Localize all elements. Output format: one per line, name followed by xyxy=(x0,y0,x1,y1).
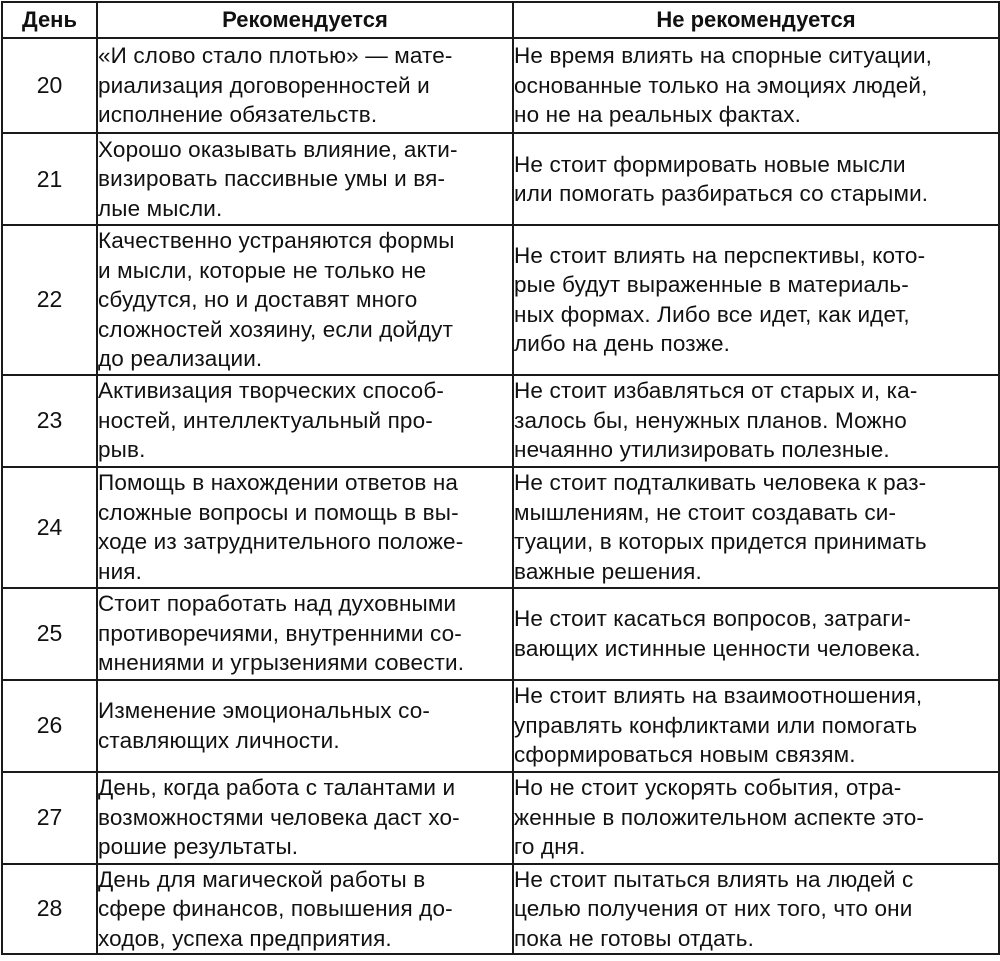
table-row xyxy=(2,225,999,375)
text-line: ния. xyxy=(98,558,143,584)
text-line: сформироваться новым связям. xyxy=(514,742,856,768)
recommended-cell xyxy=(97,467,513,588)
text-line: Но не стоит ускорять события, отра- xyxy=(514,775,902,801)
day-number: 27 xyxy=(2,772,97,864)
text-line: ставляющих личности. xyxy=(98,727,340,753)
text-line: залось бы, ненужных планов. Можно xyxy=(514,407,907,433)
text-line: сложные вопросы и помощь в вы- xyxy=(98,499,459,525)
recommendations-table xyxy=(1,1,1000,955)
text-line: Не стоит пытаться влиять на людей с xyxy=(514,866,914,892)
recommended-cell xyxy=(97,38,513,133)
text-line: но не на реальных фактах. xyxy=(514,102,801,128)
header-day: День xyxy=(2,2,97,38)
not-recommended-cell xyxy=(513,588,999,680)
table-row xyxy=(2,680,999,772)
not-recommended-cell xyxy=(513,133,999,225)
day-number: 26 xyxy=(2,680,97,772)
text-line: Хорошо оказывать влияние, акти- xyxy=(98,136,458,162)
text-line: Не стоит формировать новые мысли xyxy=(514,151,906,177)
text-line: лые мысли. xyxy=(98,195,223,221)
text-line: нечаянно утилизировать полезные. xyxy=(514,437,890,463)
not-recommended-cell xyxy=(513,467,999,588)
text-line: Не стоит влиять на взаимоотношения, xyxy=(514,683,923,709)
day-number: 20 xyxy=(2,38,97,133)
table-row xyxy=(2,375,999,467)
not-recommended-cell xyxy=(513,38,999,133)
table-row xyxy=(2,133,999,225)
text-line: Не время влиять на спорные ситуации, xyxy=(514,43,933,69)
not-recommended-cell xyxy=(513,772,999,864)
text-line: ностей, интеллектуальный про- xyxy=(98,407,433,433)
text-line: пока не готовы отдать. xyxy=(514,925,754,951)
text-line: важные решения. xyxy=(514,558,702,584)
text-line: визировать пассивные умы и вя- xyxy=(98,166,446,192)
day-number: 22 xyxy=(2,225,97,375)
text-line: ходов, успеха предприятия. xyxy=(98,925,392,951)
recommended-cell xyxy=(97,588,513,680)
text-line: и мысли, которые не только не xyxy=(98,257,427,283)
not-recommended-cell xyxy=(513,225,999,375)
text-line: туации, в которых придется принимать xyxy=(514,529,927,554)
text-line: сбудутся, но и доставят много xyxy=(98,287,418,312)
table-row xyxy=(2,467,999,588)
text-line: основанные только на эмоциях людей, xyxy=(514,72,928,98)
text-line: управлять конфликтами или помогать xyxy=(514,712,918,738)
recommended-cell xyxy=(97,772,513,864)
recommended-cell xyxy=(97,133,513,225)
text-line: Стоит поработать над духовными xyxy=(98,591,457,617)
text-line: возможностями человека даст хо- xyxy=(98,804,460,830)
text-line: Не стоит подталкивать человека к раз- xyxy=(514,470,927,495)
not-recommended-cell xyxy=(513,864,999,955)
text-line: мнениями и угрызениями совести. xyxy=(98,650,465,676)
text-line: Изменение эмоциональных со- xyxy=(98,698,431,723)
text-line: го дня. xyxy=(514,834,586,860)
recommended-cell xyxy=(97,864,513,955)
text-line: вающих истинные ценности человека. xyxy=(514,635,921,661)
text-line: противоречиями, внутренними со- xyxy=(98,620,462,646)
day-number: 21 xyxy=(2,133,97,225)
text-line: или помогать разбираться со старыми. xyxy=(514,181,929,206)
header-not-recommended: Не рекомендуется xyxy=(513,2,999,38)
text-line: Не стоит влиять на перспективы, кото- xyxy=(514,242,926,268)
text-line: День, когда работа с талантами и xyxy=(98,775,456,801)
table-row xyxy=(2,864,999,955)
text-line: сфере финансов, повышения до- xyxy=(98,896,453,921)
recommended-cell xyxy=(97,225,513,375)
text-line: ходе из затруднительного положе- xyxy=(98,529,464,554)
text-line: рошие результаты. xyxy=(98,834,299,860)
recommended-cell xyxy=(97,680,513,772)
text-line: целью получения от них того, что они xyxy=(514,896,913,921)
text-line: рыв. xyxy=(98,437,146,463)
table-row xyxy=(2,38,999,133)
text-line: исполнение обязательств. xyxy=(98,102,378,128)
text-line: Качественно устраняются формы xyxy=(98,228,455,253)
text-line: Активизация творческих способ- xyxy=(98,378,444,404)
not-recommended-cell xyxy=(513,680,999,772)
text-line: День для магической работы в xyxy=(98,866,426,892)
table-row xyxy=(2,588,999,680)
not-recommended-cell xyxy=(513,375,999,467)
text-line: мышлениям, не стоит создавать си- xyxy=(514,499,897,525)
text-line: ных формах. Либо все идет, как идет, xyxy=(514,301,910,327)
text-line: «И слово стало плотью» — мате- xyxy=(98,43,453,69)
text-line: сложностей хозяину, если дойдут xyxy=(98,316,454,342)
recommended-cell xyxy=(97,375,513,467)
day-number: 24 xyxy=(2,467,97,588)
header-recommended: Рекомендуется xyxy=(97,2,513,38)
day-number: 23 xyxy=(2,375,97,467)
text-line: риализация договоренностей и xyxy=(98,72,430,98)
day-number: 25 xyxy=(2,588,97,680)
header-row xyxy=(2,2,999,38)
text-line: рые будут выраженные в материаль- xyxy=(514,272,909,298)
table-row xyxy=(2,772,999,864)
text-line: до реализации. xyxy=(98,346,263,371)
text-line: Помощь в нахождении ответов на xyxy=(98,470,459,495)
text-line: Не стоит избавляться от старых и, ка- xyxy=(514,378,918,404)
day-number: 28 xyxy=(2,864,97,955)
text-line: женные в положительном аспекте это- xyxy=(514,804,925,830)
text-line: Не стоит касаться вопросов, затраги- xyxy=(514,606,912,631)
text-line: либо на день позже. xyxy=(514,331,731,357)
